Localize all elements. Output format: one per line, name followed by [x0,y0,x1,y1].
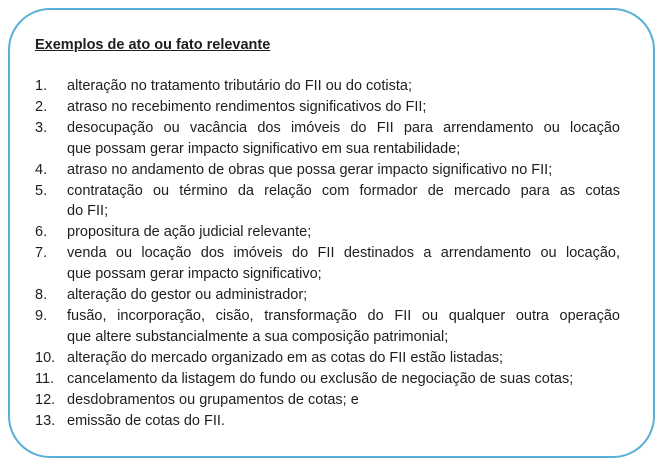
item-number: 9. [35,307,48,324]
list-item [35,97,620,118]
item-text-line: contratação ou término da relação com formador de mercado para as cotas [67,182,620,199]
item-number: 8. [35,287,48,304]
item-text [67,118,620,160]
relevant-facts-list [35,76,620,431]
item-text [67,390,620,411]
item-text-line: emissão de cotas do FII. [67,412,225,429]
item-number: 2. [35,98,48,115]
item-text-line: que possam gerar impacto significativo; [67,266,322,283]
item-text-line: venda ou locação dos imóveis do FII destinados a arrendamento ou locação, [67,245,620,262]
item-text-line: que altere substancialmente a sua composição patrimonial; [67,328,449,345]
item-number: 4. [35,161,48,178]
list-item [35,411,620,432]
item-text [67,222,620,243]
item-number: 6. [35,224,48,241]
item-text [67,411,620,432]
item-text [67,160,620,181]
item-text [67,243,620,285]
list-item [35,390,620,411]
item-text-line: desdobramentos ou grupamentos de cotas; e [67,391,359,408]
item-text-line: alteração no tratamento tributário do FII ou do cotista; [67,78,412,94]
item-number: 3. [35,119,48,136]
item-text [67,97,620,118]
list-item [35,76,620,97]
item-text-line: alteração do mercado organizado em as cotas do FII estão listadas; [67,349,504,366]
item-text-line: desocupação ou vacância dos imóveis do FII para arrendamento ou locação [67,119,620,136]
list-item [35,222,620,243]
item-text-line: que possam gerar impacto significativo em sua rentabilidade; [67,140,461,157]
document-box [8,8,655,458]
list-item [35,243,620,285]
list-item [35,348,620,369]
item-number: 7. [35,245,48,262]
item-text [67,76,620,97]
list-item [35,181,620,223]
list-item [35,369,620,390]
item-text-line: alteração do gestor ou administrador; [67,287,308,304]
item-text [67,369,620,390]
section-title: Exemplos de ato ou fato relevante [35,37,271,53]
item-text-line: atraso no recebimento rendimentos significativos do FII; [67,98,427,115]
item-number: 12. [35,391,56,408]
list-item [35,306,620,348]
list-item [35,285,620,306]
item-text [67,348,620,369]
item-text-line: fusão, incorporação, cisão, transformação do FII ou qualquer outra operação [67,307,620,324]
item-number: 5. [35,182,48,199]
item-number: 1. [35,78,48,94]
item-text [67,306,620,348]
item-text [67,181,620,223]
item-text-line: do FII; [67,203,109,220]
list-item [35,118,620,160]
list-item [35,160,620,181]
item-text-line: atraso no andamento de obras que possa gerar impacto significativo no FII; [67,161,553,178]
item-text-line: cancelamento da listagem do fundo ou exclusão de negociação de suas cotas; [67,370,574,387]
item-number: 10. [35,349,56,366]
item-number: 11. [35,370,55,387]
item-text-line: propositura de ação judicial relevante; [67,224,312,241]
item-text [67,285,620,306]
item-number: 13. [35,412,56,429]
